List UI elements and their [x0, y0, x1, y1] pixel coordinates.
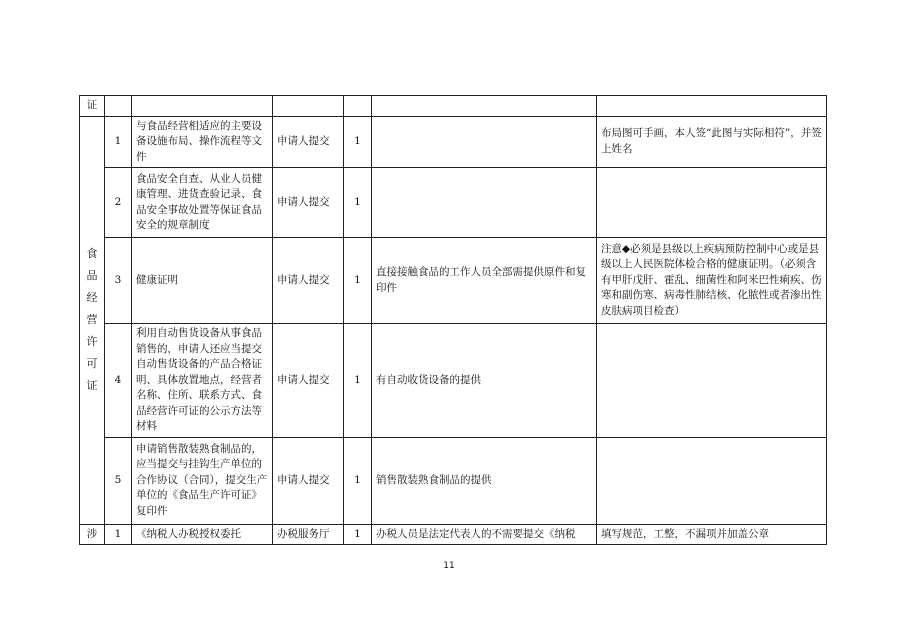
table-row-bottom: [80, 524, 827, 545]
quantity-cell: 1: [344, 168, 372, 238]
index-cell: 1: [105, 524, 132, 545]
section-cell: 涉: [80, 524, 105, 545]
note-cell: [597, 168, 827, 238]
note-cell: [597, 437, 827, 524]
note-cell: [597, 96, 827, 117]
index-cell: 2: [105, 168, 132, 238]
section-cell: 证: [80, 96, 105, 117]
source-cell: 申请人提交: [273, 324, 344, 438]
quantity-cell: [344, 96, 372, 117]
table-row: [80, 168, 827, 238]
table-row: [80, 324, 827, 438]
source-cell: [273, 96, 344, 117]
note-cell: 布局图可手画，本人签“此图与实际相符”，并签上姓名: [597, 116, 827, 168]
condition-cell: [372, 168, 597, 238]
condition-cell: 直接接触食品的工作人员全部需提供原件和复印件: [372, 238, 597, 324]
table-row-top: [80, 96, 827, 117]
note-cell: [597, 324, 827, 438]
condition-cell: 销售散装熟食制品的提供: [372, 437, 597, 524]
material-cell: 与食品经营相适应的主要设备设施布局、操作流程等文件: [132, 116, 273, 168]
table-row: [80, 116, 827, 168]
materials-table: [79, 95, 827, 545]
condition-cell: 有自动收货设备的提供: [372, 324, 597, 438]
index-cell: 4: [105, 324, 132, 438]
condition-cell: [372, 96, 597, 117]
quantity-cell: 1: [344, 238, 372, 324]
index-cell: 3: [105, 238, 132, 324]
source-cell: 申请人提交: [273, 116, 344, 168]
material-cell: 食品安全自查、从业人员健康管理、进货查验记录、食品安全事故处置等保证食品安全的规章制度: [132, 168, 273, 238]
material-cell: 利用自动售货设备从事食品销售的，申请人还应当提交自动售货设备的产品合格证明、具体放置地点，经营者名称、住所、联系方式、食品经营许可证的公示方法等材料: [132, 324, 273, 438]
quantity-cell: 1: [344, 437, 372, 524]
section-label-food-license: 食 品 经 营 许 可 证: [80, 116, 105, 524]
material-cell: 申请销售散装熟食制品的，应当提交与挂钩生产单位的合作协议（合同），提交生产单位的《食品生产许可证》复印件: [132, 437, 273, 524]
note-cell: 填写规范，工整，不漏项并加盖公章: [597, 524, 827, 545]
material-cell: 健康证明: [132, 238, 273, 324]
index-cell: 1: [105, 116, 132, 168]
index-cell: [105, 96, 132, 117]
source-cell: 申请人提交: [273, 168, 344, 238]
quantity-cell: 1: [344, 524, 372, 545]
source-cell: 申请人提交: [273, 437, 344, 524]
quantity-cell: 1: [344, 116, 372, 168]
source-cell: 办税服务厅: [273, 524, 344, 545]
note-cell: 注意◆必须是县级以上疾病预防控制中心或是县级以上人民医院体检合格的健康证明。（必须含有甲肝戊肝、霍乱、细菌性和阿米巴性痢疾、伤寒和副伤寒、病毒性肺结核、化脓性或者渗出性皮肤病项目检查）: [597, 238, 827, 324]
condition-cell: 办税人员是法定代表人的不需要提交《纳税: [372, 524, 597, 545]
page-number: 11: [443, 561, 455, 571]
source-cell: 申请人提交: [273, 238, 344, 324]
table-row: [80, 238, 827, 324]
material-cell: [132, 96, 273, 117]
index-cell: 5: [105, 437, 132, 524]
quantity-cell: 1: [344, 324, 372, 438]
condition-cell: [372, 116, 597, 168]
material-cell: 《纳税人办税授权委托: [132, 524, 273, 545]
table-row: [80, 437, 827, 524]
